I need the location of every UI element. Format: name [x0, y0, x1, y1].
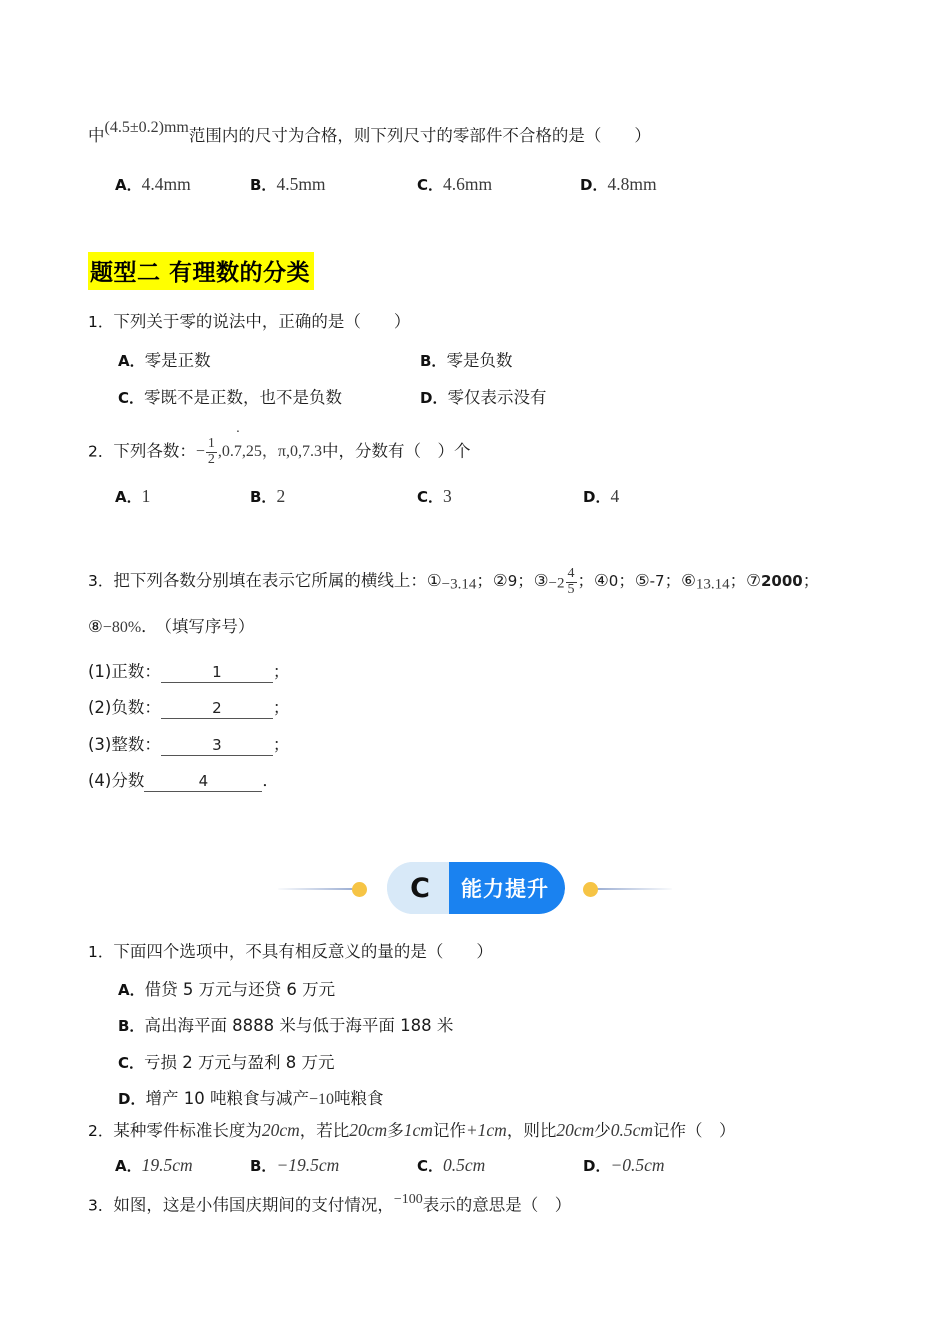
blank-input-3[interactable]: 3: [161, 736, 273, 756]
top-question-formula: (4.5±0.2)mm: [104, 119, 189, 136]
option-label: C．: [118, 389, 145, 407]
s3-q2-option-d: [583, 1155, 665, 1176]
s3-q1-option-d: [118, 1088, 383, 1109]
s3-q3-number: 3．: [88, 1196, 114, 1215]
option-text: −0.5cm: [610, 1155, 665, 1175]
blank-tail: ；: [272, 735, 290, 754]
s3-q2-measure-3: 1cm: [403, 1120, 433, 1140]
q3-blank-row-3: [88, 734, 289, 756]
q3-number: 3．: [88, 572, 114, 591]
q1-option-d: [420, 387, 546, 408]
top-question-option-b: [250, 174, 326, 195]
option-math: −10: [308, 1091, 334, 1108]
option-text: 1: [141, 486, 151, 506]
option-text: −19.5cm: [276, 1155, 340, 1175]
option-label: B．: [250, 1157, 277, 1175]
option-text: 零是正数: [144, 351, 211, 370]
top-question-option-a: [115, 174, 191, 195]
s3-q2-option-a: [115, 1155, 193, 1176]
option-label: A．: [118, 352, 145, 370]
q3-blank-row-2: [88, 697, 289, 719]
option-text: 4.5mm: [276, 174, 326, 194]
banner-pill-left: [387, 862, 449, 914]
option-label: B．: [420, 352, 447, 370]
banner-title: 能力提升: [461, 877, 549, 901]
q3-item-1: ①−3.14；: [426, 571, 493, 593]
banner-pill: [387, 862, 565, 914]
q3-item-7: ⑦2000；: [746, 571, 820, 591]
s3-q3-stem: [88, 1192, 571, 1216]
q1-stem: [88, 311, 410, 332]
mixed-number: −2 $\frac{4}{5}$: [548, 566, 575, 597]
option-label: A．: [118, 981, 145, 999]
option-label: D．: [583, 488, 611, 506]
s3-q2-part4: 记作: [432, 1121, 466, 1140]
option-text: 零仅表示没有: [447, 388, 547, 407]
q2-option-c: [417, 486, 452, 507]
option-text: 0.5cm: [443, 1155, 486, 1175]
top-question-prefix: 中: [88, 125, 105, 145]
section-heading-question-type-2: 题型二 有理数的分类: [88, 252, 314, 290]
s3-q1-option-c: [118, 1052, 335, 1073]
option-text: 零是负数: [446, 351, 513, 370]
option-label: D．: [118, 1090, 146, 1108]
top-question-rest: 范围内的尺寸为合格，则下列尺寸的零部件不合格的是（ ）: [188, 125, 651, 145]
s3-q2-stem: [88, 1120, 736, 1141]
option-label: B．: [250, 176, 277, 194]
s3-q2-part1: 某种零件标准长度为: [113, 1121, 262, 1140]
q3-item-3: ③−2 $\frac{4}{5}$ ；: [533, 566, 594, 597]
q3-item-8: ⑧−80%．: [88, 617, 158, 636]
option-label: A．: [115, 488, 142, 506]
top-question-option-c: [417, 174, 492, 195]
q2-option-d: [583, 486, 619, 507]
blank-tail: ；: [272, 662, 290, 681]
option-label: C．: [417, 488, 444, 506]
q3-item-4: ④0；: [594, 571, 635, 591]
q3-stem: [88, 567, 819, 597]
option-text: 4.8mm: [607, 174, 657, 194]
option-label: A．: [115, 176, 142, 194]
option-label: D．: [583, 1157, 611, 1175]
banner-pill-right: [449, 862, 565, 914]
s3-q2-option-b: [250, 1155, 339, 1176]
top-question-option-d: [580, 174, 657, 195]
banner-dot-left-icon: [352, 882, 367, 897]
q2-option-b: [250, 486, 285, 507]
s3-q2-measure-6: 0.5cm: [610, 1120, 653, 1140]
banner-line-right: [594, 888, 672, 890]
option-text: 4.4mm: [141, 174, 191, 194]
s3-q1-option-a: [118, 979, 335, 1000]
q3-item-5: ⑤-7；: [634, 571, 682, 591]
blank-label: (1)正数：: [88, 662, 161, 681]
q2-stem-prefix: 下列各数：: [113, 441, 196, 461]
option-label: C．: [417, 1157, 444, 1175]
option-label: C．: [118, 1054, 145, 1072]
s3-q1-stem: [88, 941, 493, 962]
option-text-pre: 增产 10 吨粮食与减产: [145, 1089, 309, 1108]
s3-q2-measure-2: 20cm: [349, 1120, 388, 1140]
banner-letter: C: [410, 872, 430, 904]
q2-option-a: [115, 486, 150, 507]
q3-blank-row-4: [88, 770, 279, 792]
s3-q1-number: 1．: [88, 943, 114, 961]
option-label: B．: [250, 488, 277, 506]
option-label: A．: [115, 1157, 142, 1175]
s3-q3-part1: 如图，这是小伟国庆期间的支付情况，: [113, 1195, 394, 1215]
banner-dot-right-icon: [583, 882, 598, 897]
blank-input-4[interactable]: 4: [144, 772, 262, 792]
s3-q2-option-c: [417, 1155, 485, 1176]
s3-q1-stem-text: 下面四个选项中，不具有相反意义的量的是（ ）: [113, 942, 493, 961]
s3-q2-part2: ，若比: [299, 1121, 350, 1140]
s3-q2-part5: ，则比: [506, 1121, 557, 1140]
q3-blank-row-1: [88, 661, 289, 683]
s3-q3-part2: 表示的意思是（ ）: [422, 1195, 572, 1215]
option-text: 零既不是正数，也不是负数: [144, 388, 343, 407]
blank-label: (4)分数: [88, 771, 145, 790]
blank-input-2[interactable]: 2: [161, 699, 273, 719]
blank-input-1[interactable]: 1: [161, 663, 273, 683]
s3-q2-measure-4: +1cm: [465, 1120, 507, 1140]
option-label: B．: [118, 1017, 145, 1035]
option-label: D．: [580, 176, 608, 194]
blank-label: (3)整数：: [88, 735, 161, 754]
option-text: 3: [443, 486, 452, 506]
s3-q2-measure-5: 20cm: [556, 1120, 595, 1140]
s3-q1-option-b: [118, 1015, 453, 1036]
q3-item-2: ②9；: [492, 571, 534, 591]
blank-label: (2)负数：: [88, 698, 161, 717]
s3-q3-math: −100: [393, 1192, 423, 1207]
option-label: D．: [420, 389, 448, 407]
fraction-one-half: $\frac{1}{2}$: [207, 436, 215, 467]
option-text: 借贷 5 万元与还贷 6 万元: [144, 980, 336, 999]
q3-item-6: ⑥13.14；: [681, 571, 747, 593]
banner-line-left: [278, 888, 356, 890]
q2-stem-suffix: 中，分数有（ ）个: [322, 441, 471, 461]
q3-note: （填写序号）: [163, 617, 255, 636]
q2-number: 2．: [88, 442, 114, 461]
q2-stem: [88, 437, 471, 467]
q1-number: 1．: [88, 313, 114, 331]
option-text-post: 吨粮食: [333, 1089, 384, 1108]
q1-option-b: [420, 350, 512, 371]
s3-q2-part7: 记作（ ）: [653, 1121, 736, 1140]
repeating-decimal-digit: 7 ˙: [234, 442, 242, 461]
option-text: 亏损 2 万元与盈利 8 万元: [144, 1053, 335, 1072]
q1-option-a: [118, 350, 211, 371]
q1-option-c: [118, 387, 342, 408]
option-label: C．: [417, 176, 444, 194]
q1-stem-text: 下列关于零的说法中，正确的是（ ）: [113, 312, 411, 331]
top-question-stem: [88, 118, 651, 146]
q3-stem-text: 把下列各数分别填在表示它所属的横线上：: [113, 571, 427, 591]
s3-q2-part6: 少: [594, 1121, 611, 1140]
option-text: 19.5cm: [141, 1155, 193, 1175]
option-text: 4.6mm: [443, 174, 493, 194]
option-text: 高出海平面 8888 米与低于海平面 188 米: [144, 1016, 454, 1035]
section-banner-ability-improvement: [0, 858, 950, 920]
option-text: 2: [276, 486, 286, 506]
q3-last-item-line: [88, 616, 254, 637]
blank-tail: ．: [262, 771, 279, 790]
blank-tail: ；: [272, 698, 290, 717]
s3-q2-measure-1: 20cm: [261, 1120, 300, 1140]
q2-number-list: − $\frac{1}{2}$ ,0.7 ˙,25，π,0,7.3: [196, 443, 322, 460]
s3-q2-part3: 多: [387, 1121, 404, 1140]
option-text: 4: [610, 486, 620, 506]
s3-q2-number: 2．: [88, 1122, 114, 1140]
